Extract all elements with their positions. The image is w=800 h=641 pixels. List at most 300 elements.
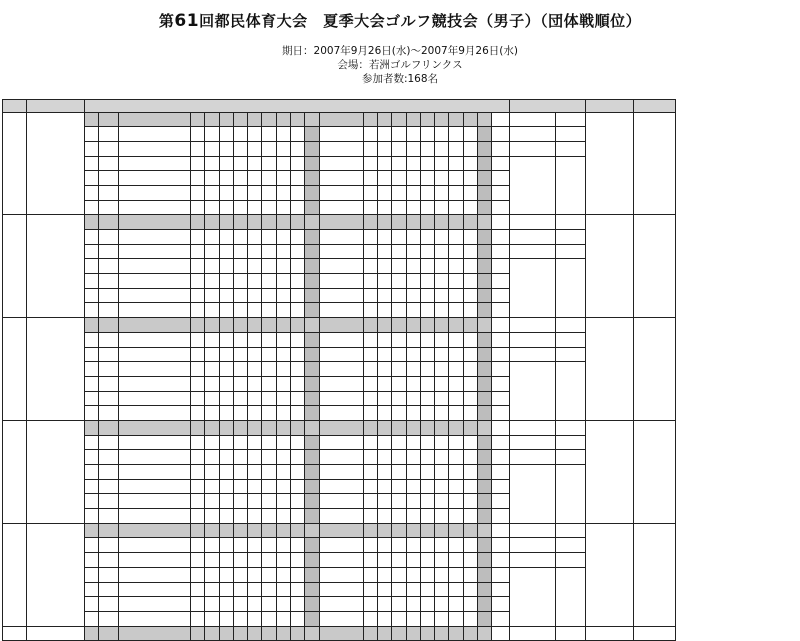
team-cd <box>3 523 27 626</box>
out-total <box>305 494 319 509</box>
hole-score <box>363 185 377 200</box>
col-c <box>85 112 99 127</box>
hole-score <box>248 509 262 524</box>
hole-score <box>363 582 377 597</box>
hole-number <box>463 420 477 435</box>
player-name <box>99 141 119 156</box>
class-empty <box>510 303 556 318</box>
team-name <box>27 626 85 641</box>
player-name <box>99 362 119 377</box>
class-gross <box>556 230 586 245</box>
hole-score <box>205 259 219 274</box>
hole-number <box>276 112 290 127</box>
hole-score <box>363 435 377 450</box>
page-title: 第61回都民体育大会 夏季大会ゴルフ競技会（男子）（団体戦順位） <box>158 11 642 31</box>
class-label <box>510 230 556 245</box>
class-gross <box>556 450 586 465</box>
hole-number <box>233 112 247 127</box>
hole-score <box>392 567 406 582</box>
hole-score <box>435 244 449 259</box>
hole-score <box>377 171 391 186</box>
hole-score <box>406 171 420 186</box>
hole-score <box>119 230 191 245</box>
hole-number <box>276 523 290 538</box>
player-name <box>99 200 119 215</box>
team-subheader-row <box>3 420 706 435</box>
hole-score <box>219 171 233 186</box>
team-cd <box>3 112 27 215</box>
hole-score <box>205 288 219 303</box>
hole-score <box>420 582 434 597</box>
hole-number <box>276 626 290 641</box>
hole-score <box>435 303 449 318</box>
hole-score <box>463 244 477 259</box>
hole-score <box>435 200 449 215</box>
hole-score <box>119 391 191 406</box>
hole-score <box>392 141 406 156</box>
hole-score <box>233 244 247 259</box>
hole-score <box>233 347 247 362</box>
hole-score <box>233 582 247 597</box>
hole-score <box>291 450 305 465</box>
hole-score <box>276 200 290 215</box>
hole-score <box>276 141 290 156</box>
player-name <box>99 538 119 553</box>
hole-score <box>449 332 463 347</box>
hole-score <box>363 479 377 494</box>
col-out <box>305 420 319 435</box>
hole-score <box>276 171 290 186</box>
in-total <box>478 200 492 215</box>
class-empty <box>510 185 556 200</box>
hole-score <box>406 141 420 156</box>
class-empty <box>556 611 586 626</box>
class-empty <box>510 567 556 582</box>
hole-score <box>420 230 434 245</box>
team-rank <box>634 626 676 641</box>
col-gross <box>492 523 510 538</box>
team-total <box>586 215 634 318</box>
hole-score <box>392 230 406 245</box>
hole-number <box>392 112 406 127</box>
col-c <box>85 318 99 333</box>
hole-score <box>291 362 305 377</box>
in-total <box>478 465 492 480</box>
player-name <box>99 406 119 421</box>
hole-score <box>233 538 247 553</box>
hole-number <box>420 318 434 333</box>
hole-score <box>205 303 219 318</box>
hole-number <box>291 523 305 538</box>
hole-score <box>119 303 191 318</box>
hole-number <box>392 626 406 641</box>
hole-score <box>377 538 391 553</box>
player-name <box>99 391 119 406</box>
hole-score <box>377 288 391 303</box>
class-gross <box>556 538 586 553</box>
hole-score <box>276 259 290 274</box>
hole-score <box>262 274 276 289</box>
hole-score <box>406 494 420 509</box>
hole-score <box>248 479 262 494</box>
player-name <box>99 553 119 568</box>
hole-score <box>291 274 305 289</box>
class-label <box>510 450 556 465</box>
hole-score <box>420 185 434 200</box>
hole-score <box>319 185 363 200</box>
hole-score <box>276 185 290 200</box>
hole-score <box>435 509 449 524</box>
hole-score <box>319 156 363 171</box>
hole-score <box>219 479 233 494</box>
hole-score <box>319 406 363 421</box>
in-total <box>478 303 492 318</box>
hole-score <box>219 244 233 259</box>
hole-score <box>377 567 391 582</box>
col-gross <box>492 626 510 641</box>
header-results <box>85 100 510 113</box>
hole-score <box>463 127 477 142</box>
player-name <box>99 185 119 200</box>
hole-score <box>205 362 219 377</box>
hole-score <box>205 347 219 362</box>
hole-score <box>435 465 449 480</box>
hole-score <box>392 200 406 215</box>
hole-score <box>205 200 219 215</box>
col-gross <box>492 420 510 435</box>
class-empty <box>556 274 586 289</box>
hole-score <box>291 303 305 318</box>
hole-score <box>319 509 363 524</box>
hole-score <box>319 611 363 626</box>
player-gross <box>492 465 510 480</box>
out-total <box>305 230 319 245</box>
hole-score <box>262 156 276 171</box>
hole-score <box>449 406 463 421</box>
hole-number <box>377 420 391 435</box>
player-gross <box>492 171 510 186</box>
player-class <box>85 244 99 259</box>
hole-number <box>435 626 449 641</box>
hole-score <box>191 538 205 553</box>
hole-score <box>248 597 262 612</box>
hole-number <box>219 112 233 127</box>
hole-score <box>248 200 262 215</box>
col-gross <box>492 318 510 333</box>
hole-score <box>406 185 420 200</box>
hole-number <box>392 318 406 333</box>
hole-score <box>119 538 191 553</box>
player-class <box>85 450 99 465</box>
player-gross <box>492 597 510 612</box>
col-class-gross <box>556 523 586 538</box>
class-empty <box>510 582 556 597</box>
hole-score <box>262 479 276 494</box>
class-empty <box>556 582 586 597</box>
hole-score <box>420 171 434 186</box>
hole-score <box>276 347 290 362</box>
hole-score <box>205 553 219 568</box>
hole-score <box>420 244 434 259</box>
col-c <box>85 420 99 435</box>
hole-score <box>319 597 363 612</box>
class-empty <box>510 259 556 274</box>
col-cls <box>510 420 556 435</box>
in-total <box>478 538 492 553</box>
player-gross <box>492 288 510 303</box>
hole-score <box>205 450 219 465</box>
hole-score <box>463 494 477 509</box>
hole-score <box>191 230 205 245</box>
team-rank <box>634 112 676 215</box>
hole-score <box>319 259 363 274</box>
class-label <box>510 347 556 362</box>
hole-score <box>262 288 276 303</box>
col-cls <box>510 215 556 230</box>
header-rank <box>634 100 676 113</box>
hole-score <box>291 597 305 612</box>
hole-number <box>191 318 205 333</box>
hole-score <box>319 567 363 582</box>
hole-score <box>262 538 276 553</box>
class-empty <box>510 288 556 303</box>
hole-score <box>119 362 191 377</box>
class-empty <box>510 171 556 186</box>
hole-score <box>406 611 420 626</box>
hole-score <box>420 597 434 612</box>
player-name <box>99 509 119 524</box>
hole-score <box>392 244 406 259</box>
class-empty <box>556 479 586 494</box>
hole-score <box>449 185 463 200</box>
hole-score <box>233 332 247 347</box>
hole-score <box>276 435 290 450</box>
team-subheader-row <box>3 626 706 641</box>
hole-score <box>377 553 391 568</box>
hole-score <box>191 582 205 597</box>
hole-score <box>363 567 377 582</box>
hole-score <box>248 538 262 553</box>
hole-score <box>420 538 434 553</box>
player-class <box>85 288 99 303</box>
hole-score <box>219 200 233 215</box>
hole-score <box>276 244 290 259</box>
hole-score <box>319 141 363 156</box>
hole-number <box>119 523 191 538</box>
hole-score <box>205 611 219 626</box>
hole-score <box>463 362 477 377</box>
hole-number <box>449 112 463 127</box>
hole-score <box>262 582 276 597</box>
hole-number <box>119 626 191 641</box>
hole-score <box>435 494 449 509</box>
hole-score <box>276 274 290 289</box>
hole-score <box>406 450 420 465</box>
hole-number <box>319 215 363 230</box>
hole-score <box>377 509 391 524</box>
hole-score <box>435 450 449 465</box>
class-gross <box>556 347 586 362</box>
hole-score <box>233 171 247 186</box>
col-in <box>478 626 492 641</box>
col-in <box>478 523 492 538</box>
hole-score <box>291 244 305 259</box>
hole-score <box>435 288 449 303</box>
hole-score <box>363 230 377 245</box>
class-empty <box>510 200 556 215</box>
hole-score <box>449 141 463 156</box>
hole-number <box>191 523 205 538</box>
hole-score <box>248 259 262 274</box>
hole-number <box>205 215 219 230</box>
player-gross <box>492 185 510 200</box>
player-gross <box>492 274 510 289</box>
hole-number <box>219 420 233 435</box>
col-cls <box>510 626 556 641</box>
hole-score <box>191 200 205 215</box>
hole-score <box>276 553 290 568</box>
hole-number <box>363 318 377 333</box>
hole-score <box>291 376 305 391</box>
col-in <box>478 420 492 435</box>
hole-score <box>392 479 406 494</box>
hole-score <box>377 200 391 215</box>
hole-score <box>262 259 276 274</box>
hole-score <box>392 391 406 406</box>
hole-score <box>291 156 305 171</box>
hole-score <box>276 332 290 347</box>
player-gross <box>492 244 510 259</box>
hole-score <box>233 465 247 480</box>
hole-number <box>219 523 233 538</box>
hole-score <box>363 127 377 142</box>
hole-score <box>248 406 262 421</box>
hole-score <box>363 244 377 259</box>
team-total <box>586 318 634 421</box>
hole-number <box>363 112 377 127</box>
hole-score <box>392 347 406 362</box>
hole-score <box>363 156 377 171</box>
hole-score <box>377 332 391 347</box>
col-class-gross <box>556 626 586 641</box>
hole-score <box>119 200 191 215</box>
out-total <box>305 244 319 259</box>
player-name <box>99 567 119 582</box>
player-class <box>85 553 99 568</box>
hole-score <box>219 465 233 480</box>
hole-number <box>392 523 406 538</box>
out-total <box>305 611 319 626</box>
class-empty <box>556 200 586 215</box>
hole-score <box>233 127 247 142</box>
hole-number <box>420 112 434 127</box>
hole-number <box>377 523 391 538</box>
hole-score <box>248 127 262 142</box>
hole-score <box>119 509 191 524</box>
hole-number <box>291 112 305 127</box>
out-total <box>305 553 319 568</box>
in-total <box>478 274 492 289</box>
hole-number <box>205 112 219 127</box>
class-gross <box>556 553 586 568</box>
hole-number <box>377 215 391 230</box>
hole-score <box>449 538 463 553</box>
hole-score <box>291 200 305 215</box>
hole-score <box>291 553 305 568</box>
col-player <box>99 215 119 230</box>
team-rank <box>634 318 676 421</box>
team-rank <box>634 523 676 626</box>
hole-score <box>406 479 420 494</box>
hole-score <box>262 494 276 509</box>
class-empty <box>556 465 586 480</box>
hole-score <box>248 611 262 626</box>
hole-number <box>233 215 247 230</box>
hole-score <box>276 362 290 377</box>
hole-score <box>392 156 406 171</box>
player-gross <box>492 127 510 142</box>
hole-score <box>420 465 434 480</box>
hole-score <box>276 288 290 303</box>
col-out <box>305 112 319 127</box>
player-class <box>85 376 99 391</box>
hole-score <box>319 332 363 347</box>
hole-score <box>392 611 406 626</box>
hole-score <box>219 494 233 509</box>
hole-score <box>219 567 233 582</box>
hole-score <box>377 391 391 406</box>
hole-number <box>191 626 205 641</box>
hole-number <box>406 523 420 538</box>
hole-score <box>319 127 363 142</box>
team-name <box>27 523 85 626</box>
player-name <box>99 435 119 450</box>
team-subheader-row <box>3 112 706 127</box>
hole-score <box>262 406 276 421</box>
in-total <box>478 347 492 362</box>
hole-score <box>377 185 391 200</box>
col-cls <box>510 523 556 538</box>
hole-number <box>205 523 219 538</box>
hole-number <box>119 318 191 333</box>
hole-score <box>276 230 290 245</box>
hole-score <box>205 230 219 245</box>
hole-score <box>191 597 205 612</box>
team-total <box>586 112 634 215</box>
hole-score <box>248 244 262 259</box>
hole-score <box>119 274 191 289</box>
hole-score <box>377 259 391 274</box>
hole-score <box>377 362 391 377</box>
hole-number <box>377 626 391 641</box>
player-gross <box>492 347 510 362</box>
player-class <box>85 230 99 245</box>
in-total <box>478 435 492 450</box>
hole-number <box>262 523 276 538</box>
hole-score <box>191 303 205 318</box>
hole-score <box>463 259 477 274</box>
hole-number <box>406 626 420 641</box>
hole-score <box>233 450 247 465</box>
hole-score <box>262 465 276 480</box>
hole-score <box>463 185 477 200</box>
hole-score <box>463 230 477 245</box>
hole-score <box>219 611 233 626</box>
hole-score <box>435 597 449 612</box>
out-total <box>305 465 319 480</box>
in-total <box>478 376 492 391</box>
hole-score <box>205 127 219 142</box>
